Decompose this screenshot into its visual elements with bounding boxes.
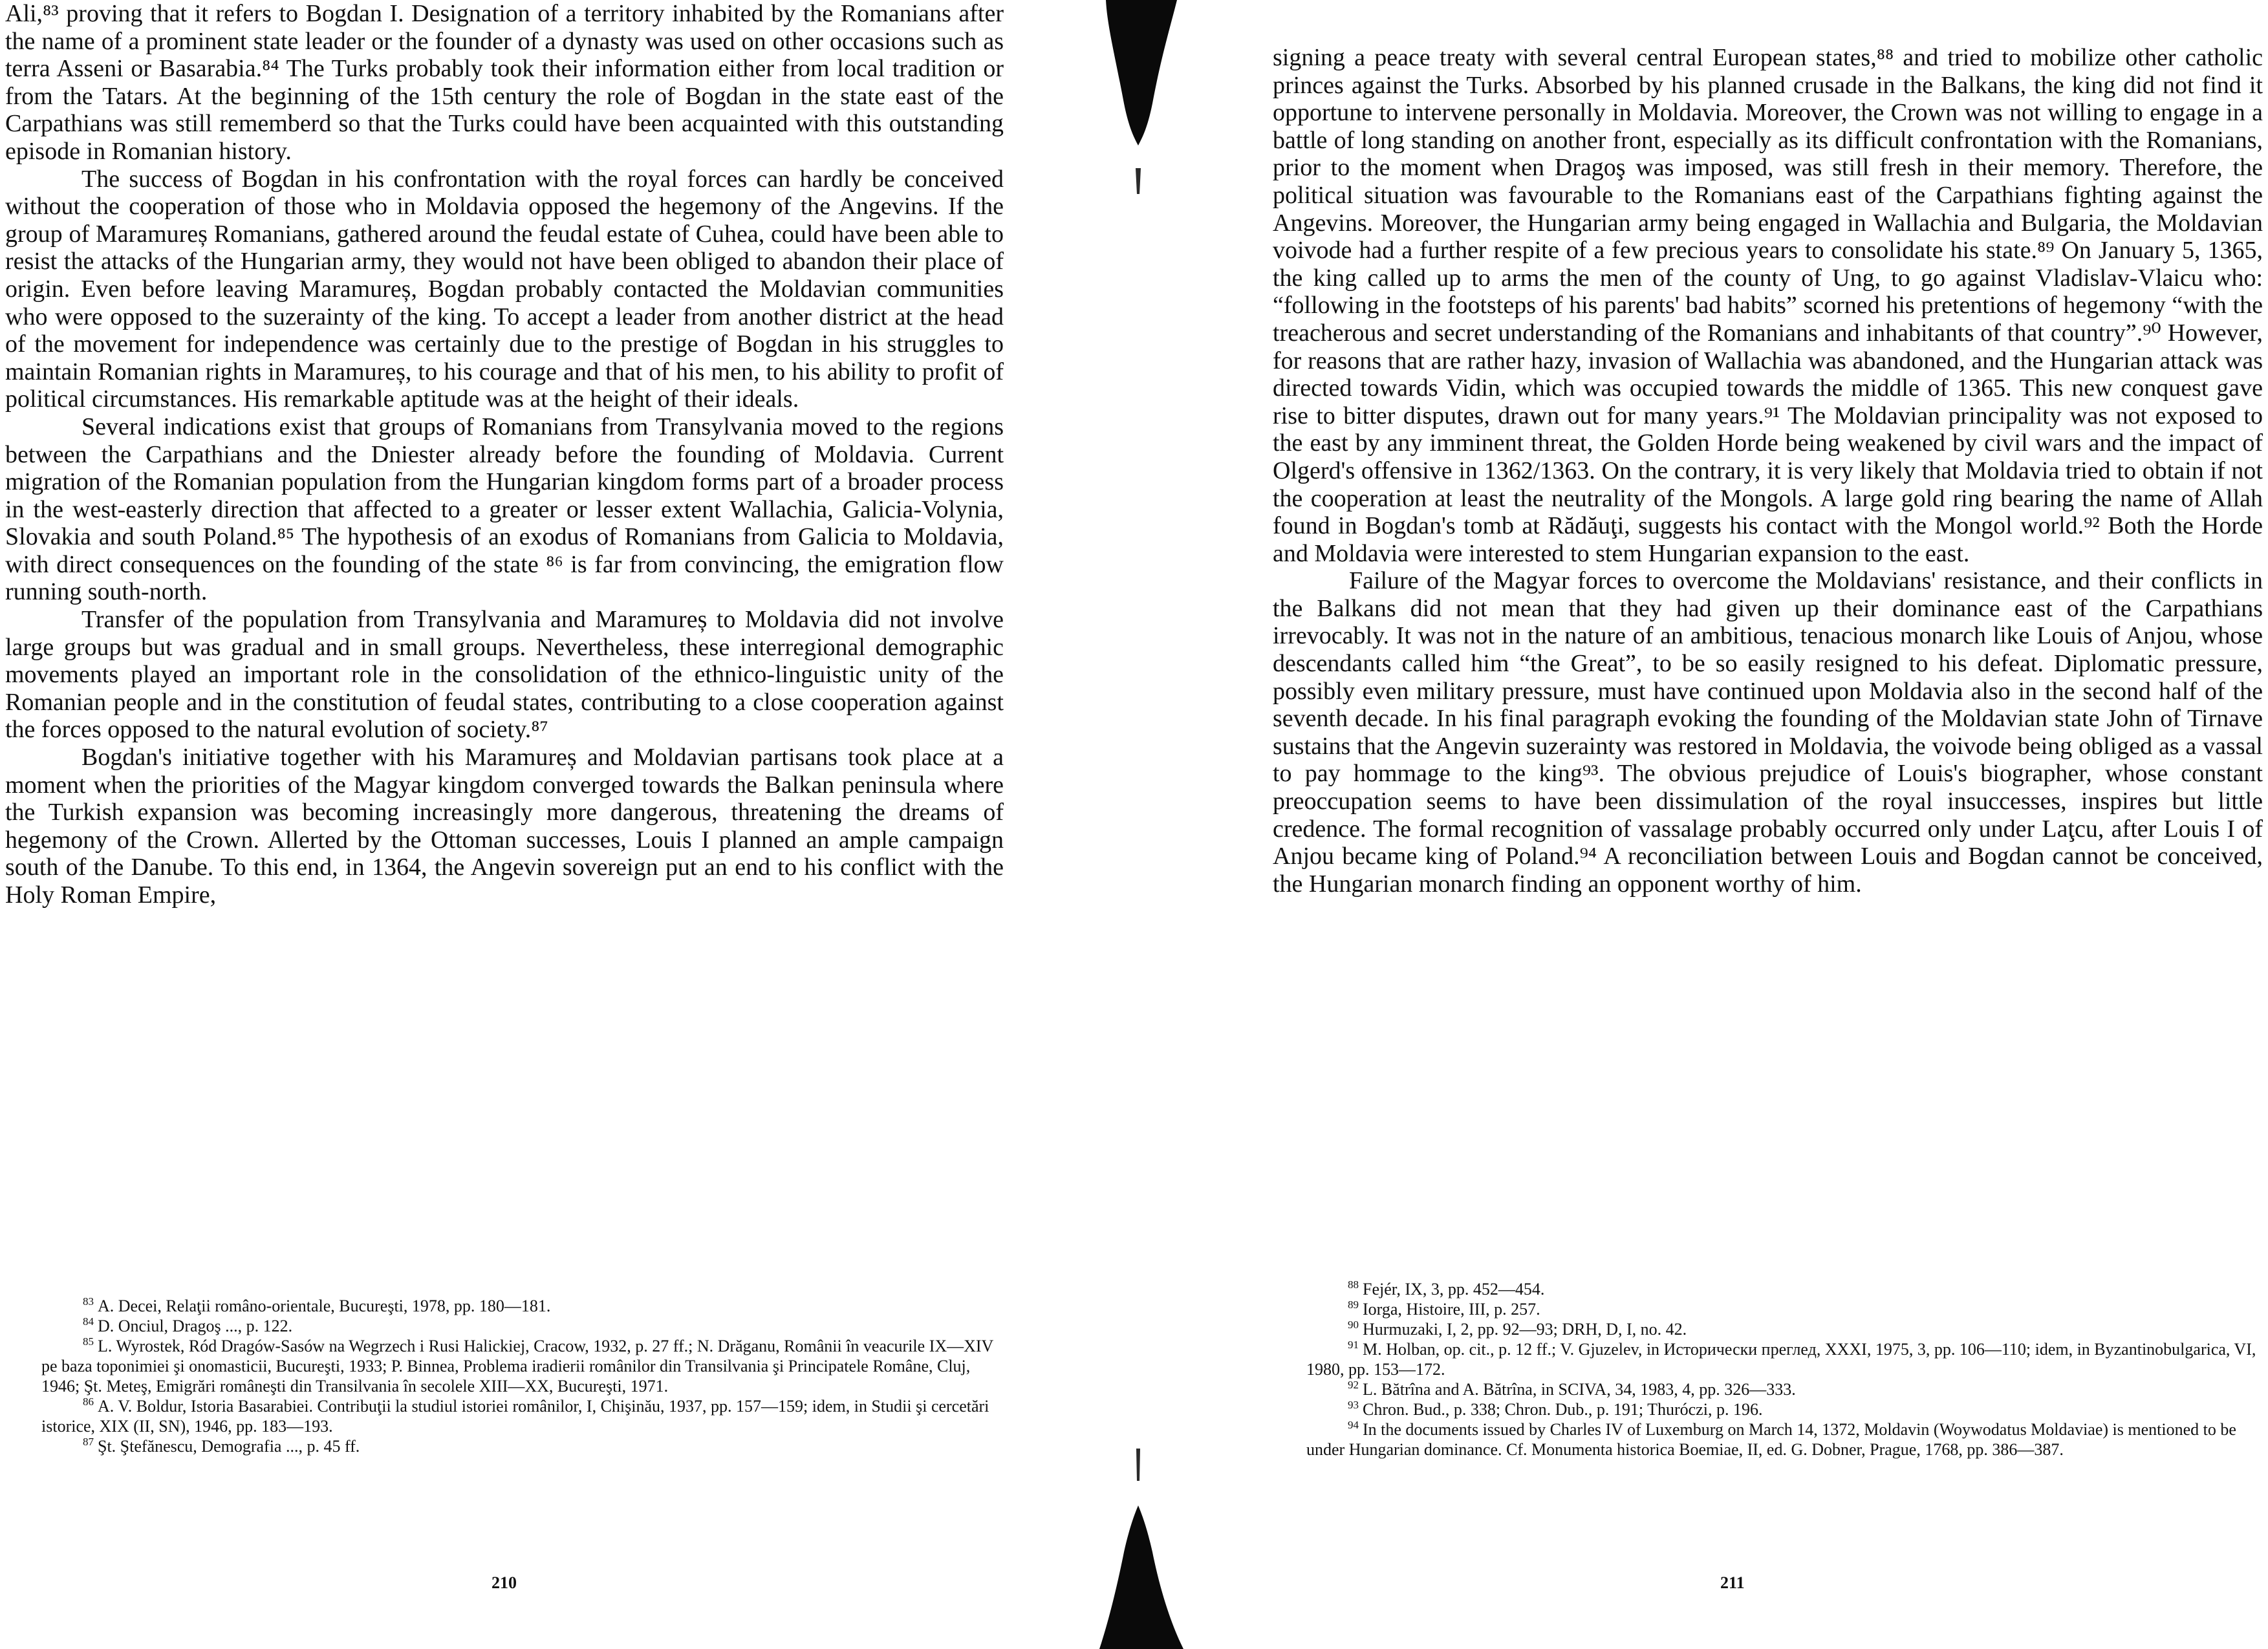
footnote-text: Fejér, IX, 3, pp. 452—454. [1363,1280,1545,1299]
footnote-number: 89 [1348,1299,1359,1311]
footnote-number: 87 [83,1436,94,1449]
left-page-body [5,0,1004,909]
footnote-number: 90 [1348,1319,1359,1331]
footnote-number: 94 [1348,1419,1359,1432]
footnote-text: A. V. Boldur, Istoria Basarabiei. Contribuţii la studiul istoriei românilor, I, Chişinău, 1937, pp. 157—159; idem, in Studii şi cercetări istorice, XIX (II, SN), 1946, pp. 183—193. [41,1397,989,1436]
footnote-number: 86 [83,1396,94,1408]
footnote-number: 88 [1348,1278,1359,1291]
paragraph: Several indications exist that groups of Romanians from Transylvania moved to the regions between the Carpathians and the Dniester already before the founding of Moldavia. Current migration of the Romanian population from the Hungarian kingdom forms part of a broader process in the west-easterly direction that affected to a greater or lesser extent Wallachia, Galicia-Volynia, Slovakia and south Poland.⁸⁵ The hypothesis of an exodus of Romanians from Galicia to Moldavia, with direct consequences on the founding of the state ⁸⁶ is far from convincing, the emigration flow running south-north. [5,413,1004,606]
footnote-text: M. Holban, op. cit., p. 12 ff.; V. Gjuzelev, in Исторически преглед, XXXI, 1975, 3, pp. 106—110; idem, in Byzantinobulgarica, VI, 1980, pp. 153—172. [1306,1340,2256,1379]
gutter-shadow-graphic [1009,0,1268,1649]
paragraph: signing a peace treaty with several central European states,⁸⁸ and tried to mobilize other catholic princes against the Turks. Absorbed by his planned crusade in the Balkans, the king did not find it opportune to intervene personally in Moldavia. Moreover, the Crown was not willing to engage in a battle of long standing on another front, especially as its difficult confrontation with the Romanians, prior to the moment when Dragoş was imposed, was still fresh in their memory. Therefore, the political situation was favourable to the Romanians east of the Carpathians fighting against the Angevins. Moreover, the Hungarian army being engaged in Wallachia and Bulgaria, the Moldavian voivode had a further respite of a few precious years to consolidate his state.⁸⁹ On January 5, 1365, the king called up to arms the men of the county of Ung, to go against Vladislav-Vlaicu who: “following in the footsteps of his parents' bad habits” scorned his pretentions of hegemony “with the treacherous and secret understanding of the Romanians and inhabitants of that country”.⁹⁰ However, for reasons that are rather hazy, invasion of Wallachia was abandoned, and the Hungarian attack was directed towards Vidin, which was occupied towards the middle of 1365. This new conquest gave rise to bitter disputes, drawn out for many years.⁹¹ The Moldavian principality was not exposed to the east by any imminent threat, the Golden Horde being weakened by civil wars and the impact of Olgerd's offensive in 1362/1363. On the contrary, it is very likely that Moldavia tried to obtain if not the cooperation at least the neutrality of the Mongols. A large gold ring bearing the name of Allah found in Bogdan's tomb at Rădăuţi, suggests his contact with the Mongol world.⁹² Both the Horde and Moldavia were interested to stem Hungarian expansion to the east. [1273,44,2263,567]
footnote-number: 85 [83,1335,94,1348]
footnote [1306,1339,2259,1379]
paragraph: Bogdan's initiative together with his Maramureș and Moldavian partisans took place at a moment when the priorities of the Magyar kingdom converged towards the Balkan peninsula where the Turkish expansion was becoming increasingly more dangerous, threatening the dreams of hegemony of the Crown. Allerted by the Ottoman successes, Louis I planned an ample campaign south of the Danube. To this end, in 1364, the Angevin sovereign put an end to his conflict with the Holy Roman Empire, [5,744,1004,909]
footnote [1306,1279,2259,1299]
right-page [1268,0,2268,1649]
footnote-text: Hurmuzaki, I, 2, pp. 92—93; DRH, D, I, no. 42. [1363,1320,1687,1339]
footnote-text: D. Onciul, Dragoş ..., p. 122. [98,1317,293,1335]
footnote [1306,1319,2259,1339]
footnote-number: 91 [1348,1339,1359,1352]
footnote-text: L. Wyrostek, Ród Dragów-Sasów na Wegrzech i Rusi Halickiej, Cracow, 1932, p. 27 ff.; N. Drăganu, Românii în veacurile IX—XIV pe baza toponimiei şi onomasticii, Bucureşti, 1933; P. Binnea, Problema iradierii românilor din Transilvania şi Principatele Române, Cluj, 1946; Şt. Meteş, Emigrări româneşti din Transilvania în secolele XIII—XX, Bucureşti, 1971. [41,1337,993,1396]
paragraph: Ali,⁸³ proving that it refers to Bogdan I. Designation of a territory inhabited by the Romanians after the name of a prominent state leader or the founder of a dynasty was used on other occasions such as terra Asseni or Basarabia.⁸⁴ The Turks probably took their information either from local tradition or from the Tatars. At the beginning of the 15th century the role of Bogdan in the state east of the Carpathians was still rememberd so that the Turks could have been acquainted with this outstanding episode in Romanian history. [5,0,1004,165]
page-number: 210 [491,1573,517,1592]
footnote-text: A. Decei, Relaţii româno-orientale, Bucureşti, 1978, pp. 180—181. [98,1297,551,1315]
paragraph: Transfer of the population from Transylvania and Maramureș to Moldavia did not involve large groups but was gradual and in small groups. Nevertheless, these interregional demographic movements played an important role in the consolidation of the ethnico-linguistic unity of the Romanian people and in the constitution of feudal states, contributing to a close cooperation against the forces opposed to the natural evolution of society.⁸⁷ [5,606,1004,744]
gutter-speckle [1136,168,1141,1481]
footnote [1306,1379,2259,1399]
book-gutter [1009,0,1268,1649]
left-page [0,0,1009,1649]
footnote-text: Chron. Bud., p. 338; Chron. Dub., p. 191; Thuróczi, p. 196. [1363,1400,1763,1419]
footnote-number: 84 [83,1315,94,1328]
footnote-number: 92 [1348,1379,1359,1392]
paragraph: The success of Bogdan in his confrontation with the royal forces can hardly be conceived without the cooperation of those who in Moldavia opposed the hegemony of the Angevins. If the group of Maramureș Romanians, gathered around the feudal estate of Cuhea, could have been able to resist the attacks of the Hungarian army, they would not have been obliged to abandon their place of origin. Even before leaving Maramureș, Bogdan probably contacted the Moldavian communities who were opposed to the suzerainty of the king. To accept a leader from another district at the head of the movement for independence was certainly due to the prestige of Bogdan in his struggles to maintain Romanian rights in Maramureș, to his courage and that of his men, to his ability to profit of political circumstances. His remarkable aptitude was at the height of their ideals. [5,165,1004,413]
footnote [41,1296,1000,1316]
footnote-text: Şt. Ştefănescu, Demografia ..., p. 45 ff. [98,1437,360,1456]
footnote [1306,1299,2259,1319]
footnote-text: In the documents issued by Charles IV of Luxemburg on March 14, 1372, Moldavin (Woywodatus Moldaviae) is mentioned to be under Hungarian dominance. Cf. Monumenta historica Boemiae, II, ed. G. Dobner, Prague, 1768, pp. 386—387. [1306,1420,2236,1459]
footnote-text: Iorga, Histoire, III, p. 257. [1363,1300,1540,1319]
footnote [1306,1399,2259,1419]
footnote [41,1316,1000,1336]
paragraph: Failure of the Magyar forces to overcome the Moldavians' resistance, and their conflicts in the Balkans did not mean that they had given up their dominance east of the Carpathians irrevocably. It was not in the nature of an ambitious, tenacious monarch like Louis of Anjou, whose descendants called him “the Great”, to be so easily resigned to his defeat. Diplomatic pressure, possibly even military pressure, must have continued upon Moldavia also in the second half of the seventh decade. In his final paragraph evoking the founding of the Moldavian state John of Tirnave sustains that the Angevin suzerainty was restored in Moldavia, the voivode being obliged as a vassal to pay hommage to the king⁹³. The obvious prejudice of Louis's biographer, whose constant preoccupation seems to have been dissimulation of the royal insuccesses, inspires but little credence. The formal recognition of vassalage probably occurred only under Laţcu, after Louis I of Anjou became king of Poland.⁹⁴ A reconciliation between Louis and Bogdan cannot be conceived, the Hungarian monarch finding an opponent worthy of him. [1273,567,2263,898]
left-footnotes [41,1296,1000,1456]
footnote [41,1396,1000,1436]
right-page-body [1273,44,2263,898]
footnote [1306,1419,2259,1460]
footnote [41,1336,1000,1396]
gutter-shadow-top [1106,0,1177,146]
right-footnotes [1306,1279,2259,1460]
footnote-number: 93 [1348,1399,1359,1412]
footnote-text: L. Bătrîna and A. Bătrîna, in SCIVA, 34, 1983, 4, pp. 326—333. [1363,1380,1796,1399]
gutter-shadow-bottom [1099,1505,1183,1649]
footnote-number: 83 [83,1295,94,1308]
page-number: 211 [1720,1573,1745,1592]
footnote [41,1436,1000,1456]
